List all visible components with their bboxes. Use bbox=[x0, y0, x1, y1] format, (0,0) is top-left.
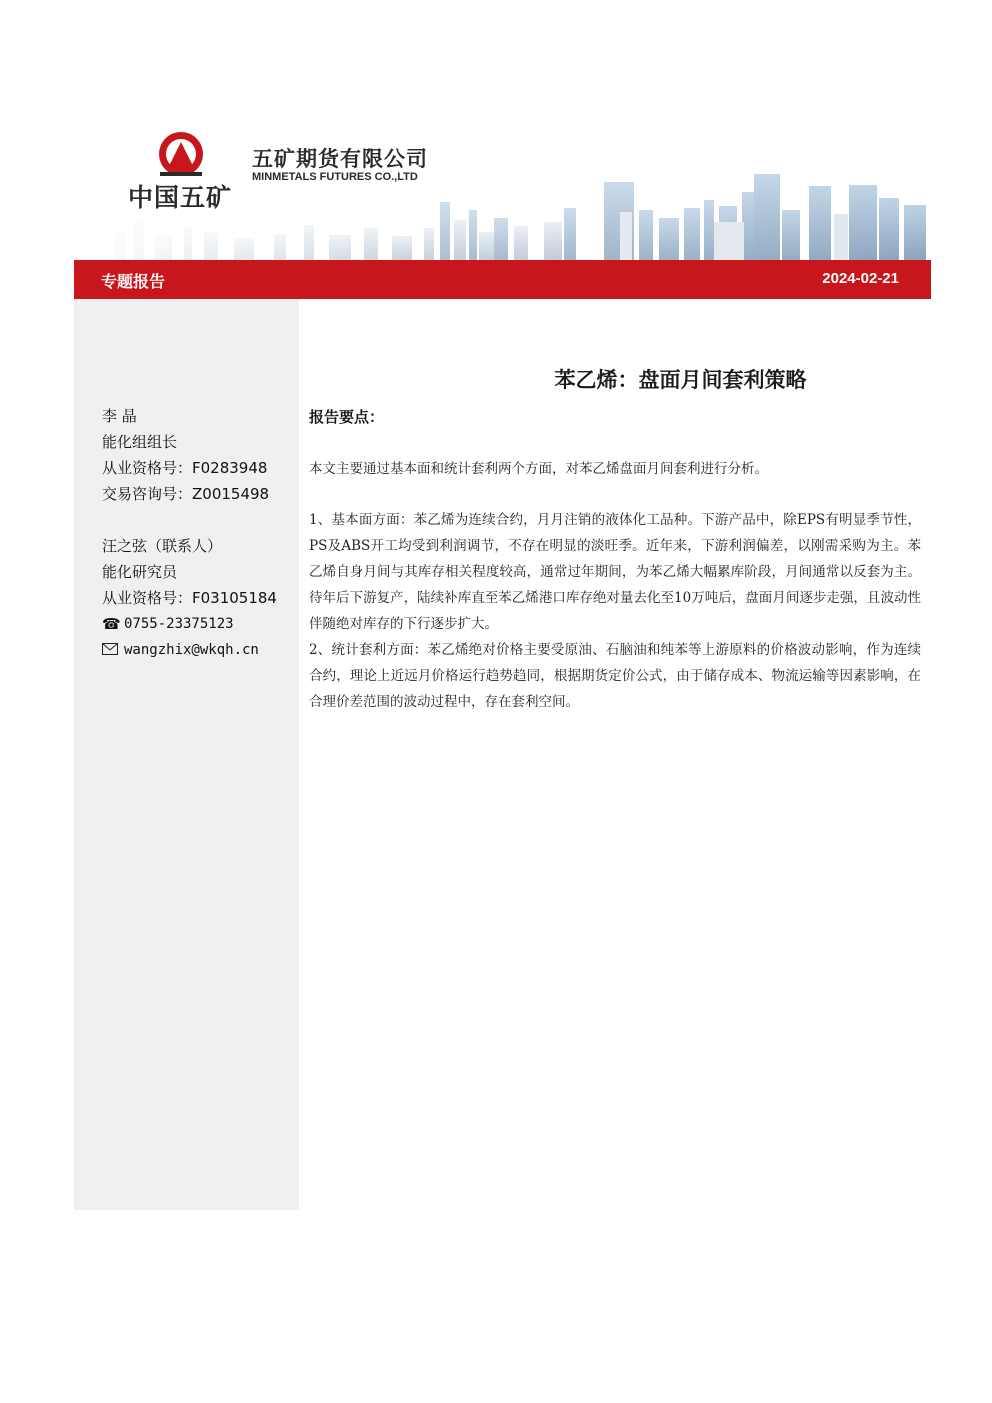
analyst-phone-line bbox=[102, 611, 277, 637]
report-date: 2024-02-21 bbox=[822, 270, 899, 287]
report-banner bbox=[74, 260, 931, 299]
company-name-en: MINMETALS FUTURES CO.,LTD bbox=[252, 171, 418, 183]
report-title: 苯乙烯：盘面月间套利策略 bbox=[554, 368, 807, 392]
analyst-role: 能化研究员 bbox=[102, 563, 178, 581]
company-name-cn: 五矿期货有限公司 bbox=[252, 147, 428, 171]
analyst-sidebar bbox=[74, 299, 299, 1210]
analyst-name: 汪之弦（联系人） bbox=[102, 537, 223, 555]
intro-paragraph: 本文主要通过基本面和统计套利两个方面，对苯乙烯盘面月间套利进行分析。 bbox=[309, 461, 768, 477]
analyst-qualification: 从业资格号：F03105184 bbox=[102, 589, 277, 607]
analyst-qualification: 从业资格号：F0283948 bbox=[102, 459, 268, 477]
report-type-label: 专题报告 bbox=[101, 272, 166, 291]
point-statistical-arbitrage: 2、统计套利方面：苯乙烯绝对价格主要受原油、石脑油和纯苯等上游原料的价格波动影响，作为连续合约，理论上近远月价格运行趋势趋同，根据期货定价公式，由于储存成本、物流运输等因素影响，在合理价差范围的波动过程中，存在套利空间。 bbox=[309, 642, 921, 710]
analyst-role: 能化组组长 bbox=[102, 433, 178, 451]
summary-heading: 报告要点： bbox=[309, 408, 385, 426]
analyst-block bbox=[102, 533, 277, 663]
email-icon bbox=[102, 637, 124, 663]
point-fundamentals: 1、基本面方面：苯乙烯为连续合约，月月注销的液体化工品种。下游产品中，除EPS有明显季节性，PS及ABS开工均受到利润调节，不存在明显的淡旺季。近年来，下游利润偏差，以刚需采购为主。苯乙烯自身月间与其库存相关程度较高，通常过年期间，为苯乙烯大幅累库阶段，月间通常以反套为主。待年后下游复产，陆续补库直至苯乙烯港口库存绝对量去化至10万吨后，盘面月间逐步走强，且波动性伴随绝对库存的下行逐步扩大。 bbox=[309, 512, 921, 632]
phone-icon: ☎ bbox=[102, 615, 121, 633]
brand-name-cn: 中国五矿 bbox=[128, 183, 233, 212]
analyst-email-line[interactable] bbox=[102, 637, 277, 663]
analyst-consult-number: 交易咨询号：Z0015498 bbox=[102, 485, 270, 503]
analyst-name: 李 晶 bbox=[102, 407, 137, 425]
analyst-email-link[interactable]: wangzhix@wkqh.cn bbox=[124, 642, 259, 658]
analyst-phone: 0755-23375123 bbox=[124, 616, 234, 632]
analyst-block bbox=[102, 403, 269, 507]
